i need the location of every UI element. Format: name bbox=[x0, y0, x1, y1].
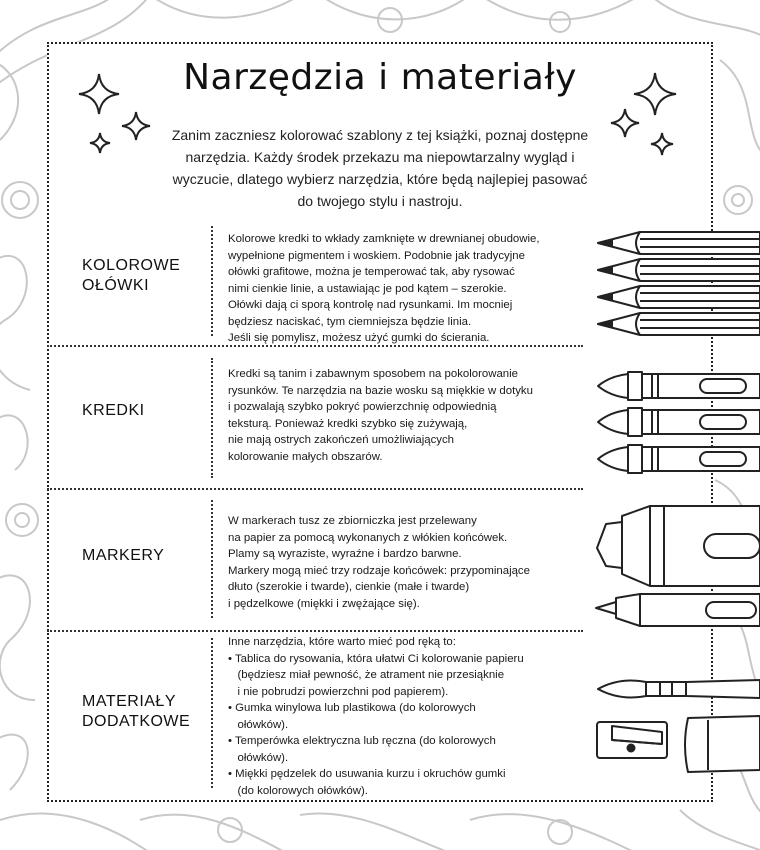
section-label-additional-materials: MATERIAŁY DODATKOWE bbox=[82, 693, 191, 730]
fine-marker-icon bbox=[596, 594, 760, 626]
colored-pencil-icon bbox=[598, 286, 760, 308]
section-text-crayons: Kredki są tanim i zabawnym sposobem na pokolorowanie rysunków. Te narzędzia na bazie wosku są miękkie w dotyku i pozwalają szybko pokryć powierzchnię odpowiednią teksturą. Ponieważ kredki szybko się zużywają, nie mają ostrych zakończeń umożliwiających kolorowanie małych obszarów. bbox=[228, 368, 533, 463]
crayon-icon bbox=[598, 372, 760, 400]
eraser-icon bbox=[685, 716, 760, 772]
page-title: Narzędzia i materiały bbox=[183, 57, 577, 98]
colored-pencil-icon bbox=[598, 313, 760, 335]
sharpener-icon bbox=[597, 722, 667, 758]
section-label-crayons: KREDKI bbox=[82, 402, 145, 419]
section-text-additional-materials: Inne narzędzia, które warto mieć pod ręką to: • Tablica do rysowania, która ułatwi Ci kolorowanie papieru (będziesz miał pewność, że atrament nie przesiąknie i nie pobrudzi powierzchni pod papierem). • Gumka winylowa lub plastikowa (do kolorowych ołówków). • Temperówka elektryczna lub ręczna (do kolorowych ołówków). • Miękki pędzelek do usuwania kurzu i okruchów gumki (do kolorowych ołówków). bbox=[228, 636, 524, 797]
colored-pencil-icon bbox=[598, 259, 760, 281]
crayon-icon bbox=[598, 445, 760, 473]
section-label-markers: MARKERY bbox=[82, 547, 165, 564]
intro-paragraph: Zanim zaczniesz kolorować szablony z tej książki, poznaj dostępne narzędzia. Każdy środek przekazu ma niepowtarzalny wygląd i wyczucie, dlatego wybierz narzędzia, które będą najlepiej pasować do twojego stylu i nastroju. bbox=[171, 127, 589, 209]
section-text-colored-pencils: Kolorowe kredki to wkłady zamknięte w drewnianej obudowie, wypełnione pigmentem i woskiem. Podobnie jak tradycyjne ołówki grafitowe, można je temperować tak, aby rysować nimi cienkie linie, a ustawiając je pod kątem – szerokie. Ołówki dają ci sporą kontrolę nad rysunkami. Im mocniej będziesz naciskać, tym ciemniejsza będzie linia. Jeśli się pomylisz, możesz użyć gumki do ścierania. bbox=[228, 233, 540, 344]
section-text-markers: W markerach tusz ze zbiorniczka jest przelewany na papier za pomocą wykonanych z włókien końcówek. Plamy są wyraziste, wyraźne i bardzo barwne. Markery mogą mieć trzy rodzaje końcówek: przypominające dłuto (szerokie i twarde), cienkie (małe i twarde) i pędzelkowe (miękki i zwężające się). bbox=[228, 515, 530, 610]
section-label-colored-pencils: KOLOROWE OŁÓWKI bbox=[82, 257, 181, 294]
colored-pencil-icon bbox=[598, 232, 760, 254]
paintbrush-icon bbox=[598, 680, 760, 698]
crayon-icon bbox=[598, 408, 760, 436]
chisel-marker-icon bbox=[597, 506, 760, 586]
